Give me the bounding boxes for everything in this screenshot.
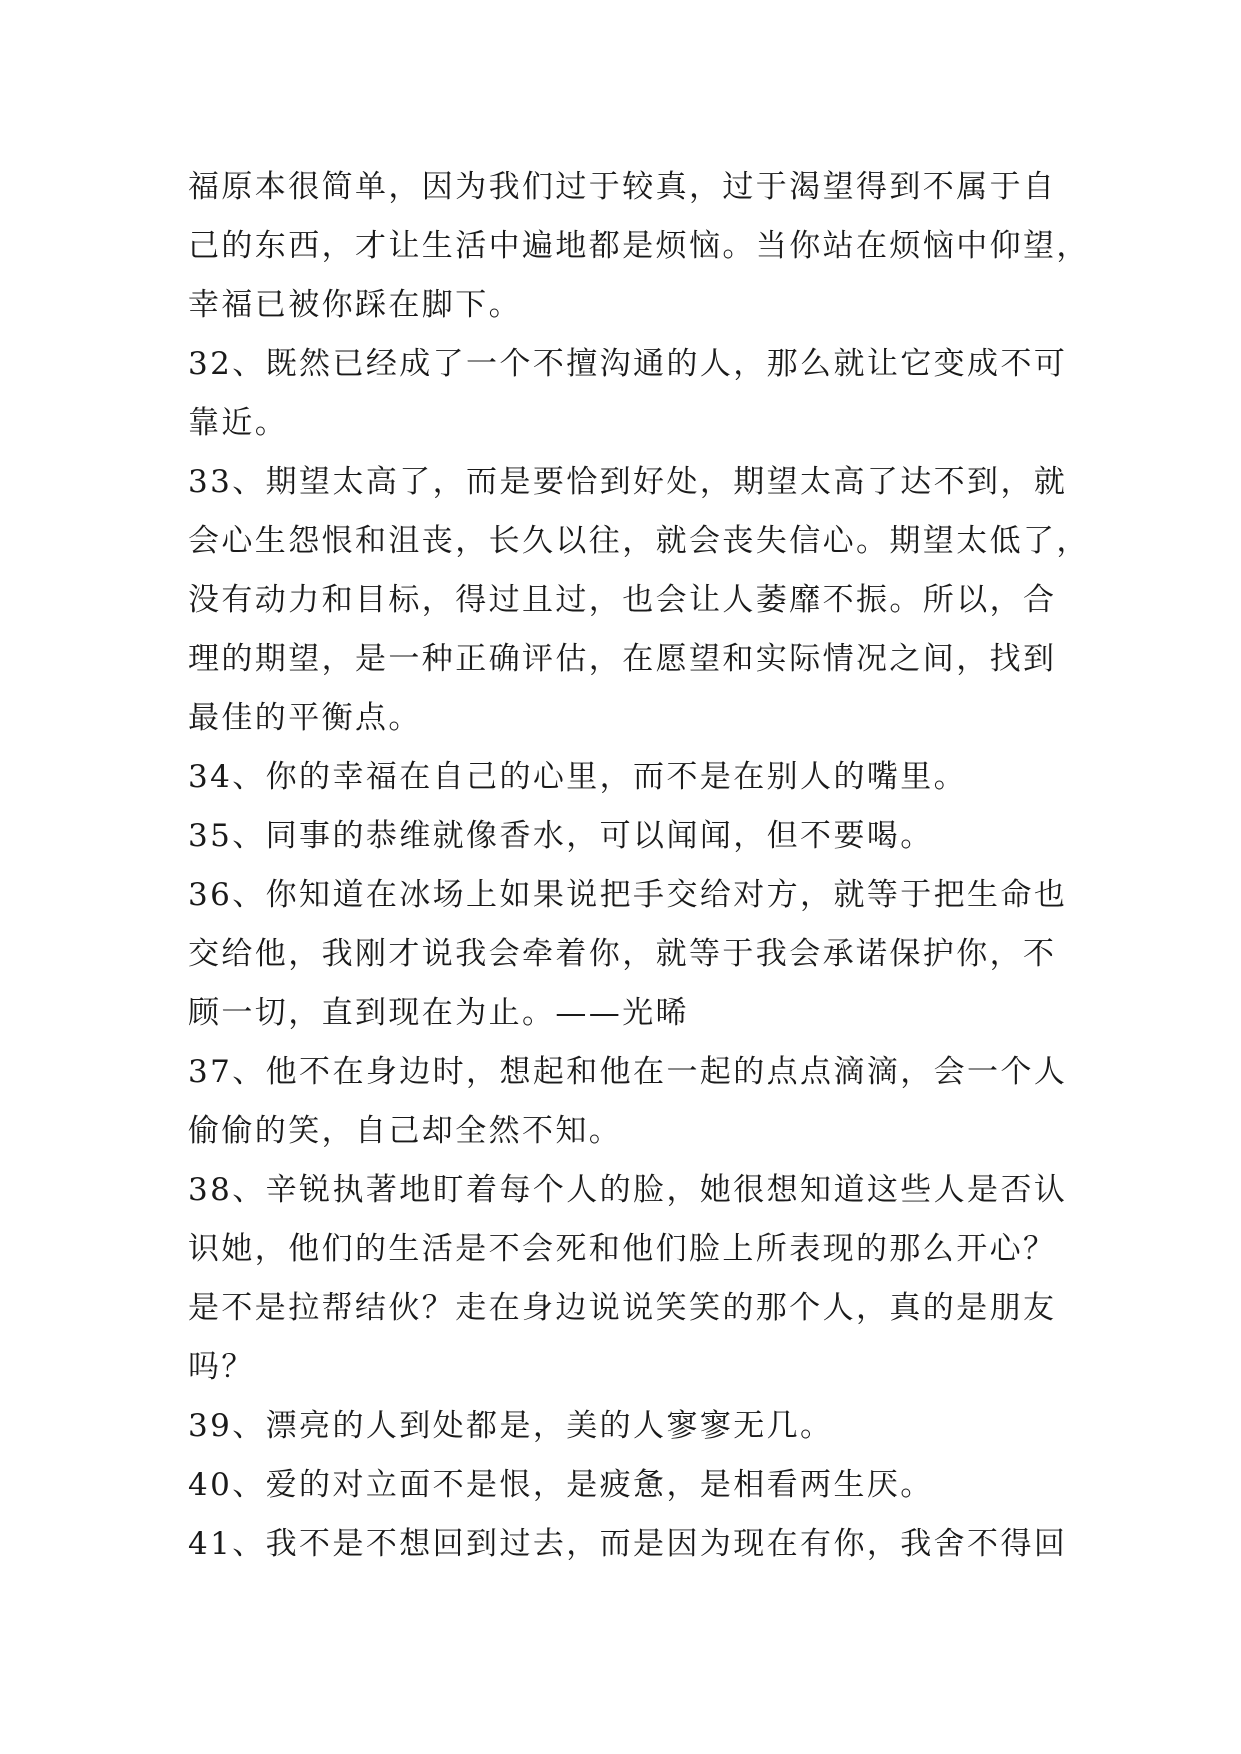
text-line: 没有动力和目标，得过且过，也会让人萎靡不振。所以，合 xyxy=(188,582,1057,618)
text-line: 交给他，我刚才说我会牵着你，就等于我会承诺保护你，不 xyxy=(188,936,1057,972)
text-line: 识她，他们的生活是不会死和他们脸上所表现的那么开心？ xyxy=(188,1231,1057,1267)
text-line: 38、辛锐执著地盯着每个人的脸，她很想知道这些人是否认 xyxy=(188,1172,1068,1208)
text-line: 33、期望太高了，而是要恰到好处，期望太高了达不到，就 xyxy=(188,464,1068,500)
text-line: 会心生怨恨和沮丧，长久以往，就会丧失信心。期望太低了， xyxy=(188,523,1090,559)
text-line: 偷偷的笑，自己却全然不知。 xyxy=(188,1113,623,1149)
body-text xyxy=(188,158,1088,1574)
text-line: 36、你知道在冰场上如果说把手交给对方，就等于把生命也 xyxy=(188,877,1068,913)
text-line: 己的东西，才让生活中遍地都是烦恼。当你站在烦恼中仰望， xyxy=(188,228,1090,264)
text-line: 靠近。 xyxy=(188,405,289,441)
text-line: 32、既然已经成了一个不擅沟通的人，那么就让它变成不可 xyxy=(188,346,1068,382)
text-line: 幸福已被你踩在脚下。 xyxy=(188,287,522,323)
text-line: 40、爱的对立面不是恨，是疲惫，是相看两生厌。 xyxy=(188,1467,934,1503)
text-line: 理的期望，是一种正确评估，在愿望和实际情况之间，找到 xyxy=(188,641,1057,677)
text-line: 37、他不在身边时，想起和他在一起的点点滴滴，会一个人 xyxy=(188,1054,1068,1090)
text-line: 39、漂亮的人到处都是，美的人寥寥无几。 xyxy=(188,1408,834,1444)
text-line: 最佳的平衡点。 xyxy=(188,700,422,736)
text-line: 顾一切，直到现在为止。——光晞 xyxy=(188,995,689,1031)
text-line: 福原本很简单，因为我们过于较真，过于渴望得到不属于自 xyxy=(188,169,1057,205)
text-line: 吗？ xyxy=(188,1349,255,1385)
text-line: 35、同事的恭维就像香水，可以闻闻，但不要喝。 xyxy=(188,818,934,854)
text-line: 34、你的幸福在自己的心里，而不是在别人的嘴里。 xyxy=(188,759,968,795)
text-line: 41、我不是不想回到过去，而是因为现在有你，我舍不得回 xyxy=(188,1526,1068,1562)
text-line: 是不是拉帮结伙？走在身边说说笑笑的那个人，真的是朋友 xyxy=(188,1290,1057,1326)
